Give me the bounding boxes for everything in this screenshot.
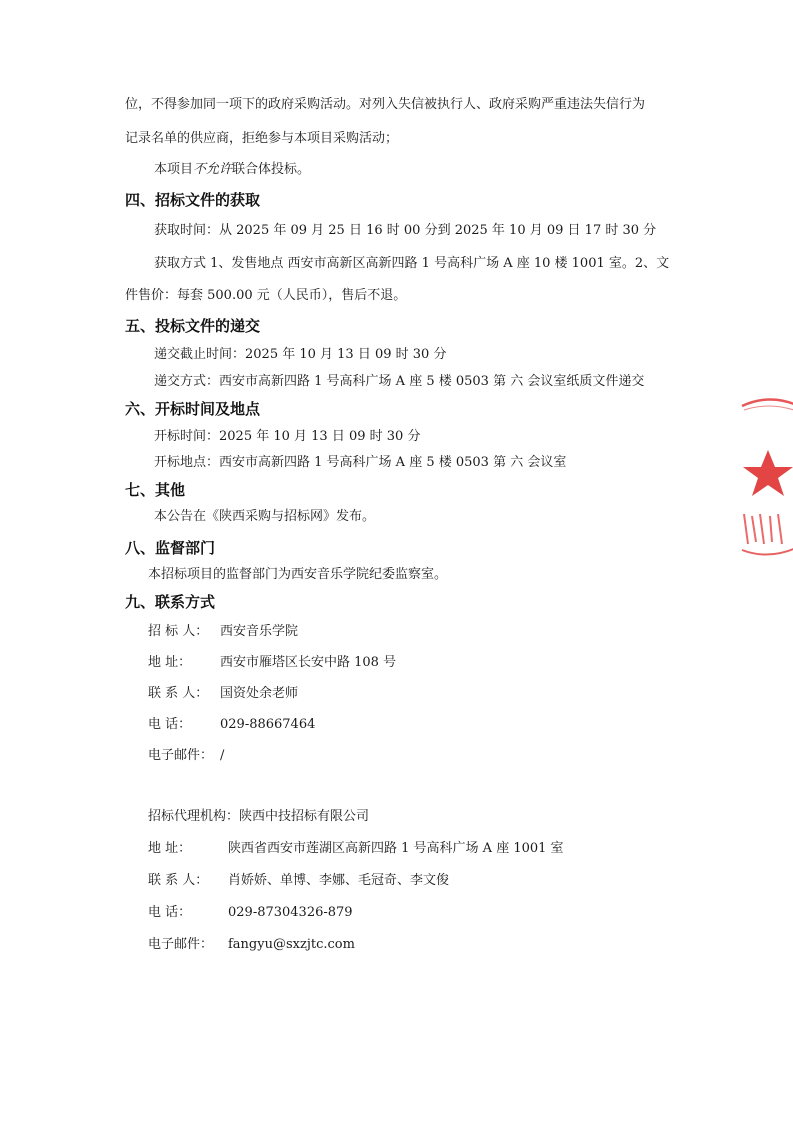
section-4-title: 四、招标文件的获取 [125, 191, 261, 209]
agent-phone-row: 电 话： 029-87304326-879 [148, 905, 353, 920]
buyer-email-row: 电子邮件： / [148, 748, 225, 763]
intro-line-2: 记录名单的供应商，拒绝参与本项目采购活动； [125, 131, 399, 146]
section-7-title: 七、其他 [125, 481, 186, 499]
sec5-deadline: 递交截止时间：2025 年 10 月 13 日 09 时 30 分 [154, 347, 447, 362]
sec4-method-2: 件售价：每套 500.00 元（人民币），售后不退。 [125, 288, 407, 303]
consortium-note: 本项目不允许联合体投标。 [154, 162, 311, 177]
sec4-time: 获取时间：从 2025 年 09 月 25 日 16 时 00 分到 2025 年 10 月 09 日 17 时 30 分 [154, 223, 657, 238]
sec6-place: 开标地点：西安市高新四路 1 号高科广场 A 座 5 楼 0503 第 六 会议室 [154, 455, 567, 470]
agent-address-row: 地 址： 陕西省西安市莲湖区高新四路 1 号高科广场 A 座 1001 室 [148, 841, 564, 856]
company-seal-icon [738, 392, 793, 562]
buyer-address-row: 地 址： 西安市雁塔区长安中路 108 号 [148, 655, 397, 670]
sec4-method-1: 获取方式 1、发售地点 西安市高新区高新四路 1 号高科广场 A 座 10 楼 1001 室。2、文 [154, 256, 670, 271]
sec5-method: 递交方式：西安市高新四路 1 号高科广场 A 座 5 楼 0503 第 六 会议室纸质文件递交 [154, 374, 645, 389]
consortium-emphasis: 不允许 [193, 162, 233, 177]
sec7-text: 本公告在《陕西采购与招标网》发布。 [154, 509, 376, 524]
section-9-title: 九、联系方式 [125, 593, 216, 611]
section-8-title: 八、监督部门 [125, 539, 216, 557]
intro-line-1: 位，不得参加同一项下的政府采购活动。对列入失信被执行人、政府采购严重违法失信行为 [125, 97, 646, 112]
buyer-contact-row: 联 系 人： 国资处余老师 [148, 686, 299, 701]
buyer-phone-row: 电 话： 029-88667464 [148, 717, 316, 732]
sec8-text: 本招标项目的监督部门为西安音乐学院纪委监察室。 [148, 567, 448, 582]
agent-contact-row: 联 系 人： 肖娇娇、单博、李娜、毛冠奇、李文俊 [148, 873, 450, 888]
buyer-name-row: 招 标 人： 西安音乐学院 [148, 624, 299, 639]
section-5-title: 五、投标文件的递交 [125, 317, 261, 335]
agent-name-row: 招标代理机构：陕西中技招标有限公司 [148, 809, 370, 824]
sec6-time: 开标时间：2025 年 10 月 13 日 09 时 30 分 [154, 429, 421, 444]
agent-email-row: 电子邮件： fangyu@sxzjtc.com [148, 937, 355, 952]
section-6-title: 六、开标时间及地点 [125, 400, 261, 418]
